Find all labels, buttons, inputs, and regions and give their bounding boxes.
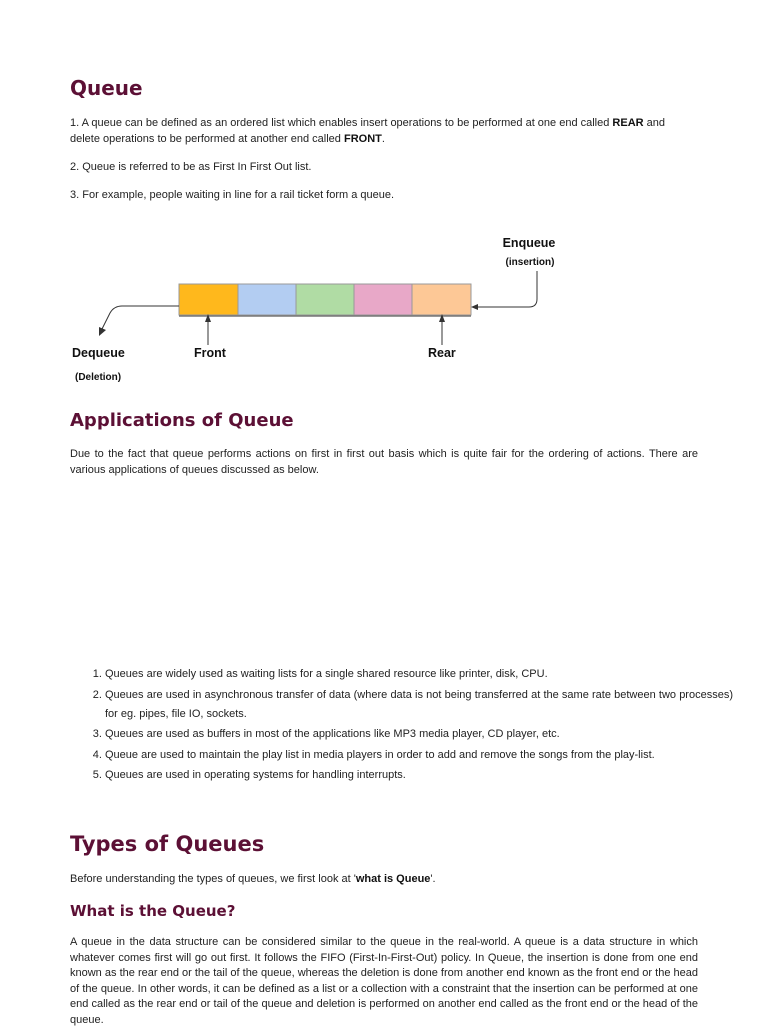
enqueue-arrow [477, 271, 537, 307]
what-is-heading: What is the Queue? [70, 902, 236, 920]
applications-intro: Due to the fact that queue performs actions on first in first out basis which is quite fair for the ordering of actions. There are various applications of queues discussed as below. [70, 448, 698, 476]
queue-point-2: 2. Queue is referred to be as First In First Out list. [70, 161, 312, 173]
insertion-label: (insertion) [505, 257, 555, 268]
point-1-text-c: . [381, 132, 385, 145]
queue-cell [354, 284, 412, 315]
applications-heading: Applications of Queue [70, 410, 294, 431]
front-label: Front [194, 346, 226, 360]
point-1-text-a: 1. A queue can be defined as an ordered list which enables insert operations to be performed at one end called [70, 117, 613, 129]
types-intro-text: Before understanding the types of queues, we first look at ' [70, 873, 356, 885]
enqueue-label: Enqueue [502, 236, 556, 250]
what-is-body: A queue in the data structure can be considered similar to the queue in the real-world. A queue is a data structure in which whatever comes first will go out first. It follows the FIFO (First-In-First-Out) policy. In Queue, the insertion is done from one end known as the rear end or the tail of the queue, whereas the deletion is done from another end known as the front end or the head of the queue. In other words, it can be defined as a list or a collection with a constraint that the insertion can be performed at one end called as the rear end or tail of the queue and deletion is performed on another end called as the front end or the head of the queue. [70, 936, 698, 1026]
queue-cell [296, 284, 354, 315]
list-item: 4. Queue are used to maintain the play list in media players in order to add and remove the songs from the play-list. [105, 746, 733, 765]
rear-label: Rear [428, 346, 456, 360]
queue-cells [179, 284, 471, 316]
list-item: 1. Queues are widely used as waiting lists for a single shared resource like printer, disk, CPU. [105, 665, 733, 684]
dequeue-arrow [102, 306, 179, 329]
queue-cell [238, 284, 296, 315]
point-1-front: FRONT [343, 132, 382, 145]
types-intro-end: '. [430, 873, 436, 885]
page-title: Queue [70, 76, 143, 100]
types-intro [70, 872, 698, 888]
applications-list [70, 665, 733, 787]
types-intro-bold: what is Queue [355, 873, 431, 885]
list-item: 3. Queues are used as buffers in most of the applications like MP3 media player, CD player, etc. [105, 725, 733, 744]
queue-cell [179, 284, 238, 315]
queue-cell [412, 284, 471, 315]
deletion-label: (Deletion) [75, 372, 122, 383]
list-item: 2. Queues are used in asynchronous transfer of data (where data is not being transferred at the same rate between two processes) for eg. pipes, file IO, sockets. [105, 686, 733, 724]
queue-point-1 [70, 116, 698, 147]
point-1-text-b: and delete operations to be performed at another end called [70, 117, 666, 145]
point-1-rear: REAR [612, 117, 644, 129]
dequeue-label: Dequeue [72, 346, 125, 360]
queue-diagram [0, 225, 768, 390]
queue-point-3: 3. For example, people waiting in line for a rail ticket form a queue. [70, 189, 395, 201]
enqueue-arrowhead [471, 304, 478, 310]
list-item: 5. Queues are used in operating systems for handling interrupts. [105, 766, 733, 785]
types-heading: Types of Queues [70, 832, 265, 856]
